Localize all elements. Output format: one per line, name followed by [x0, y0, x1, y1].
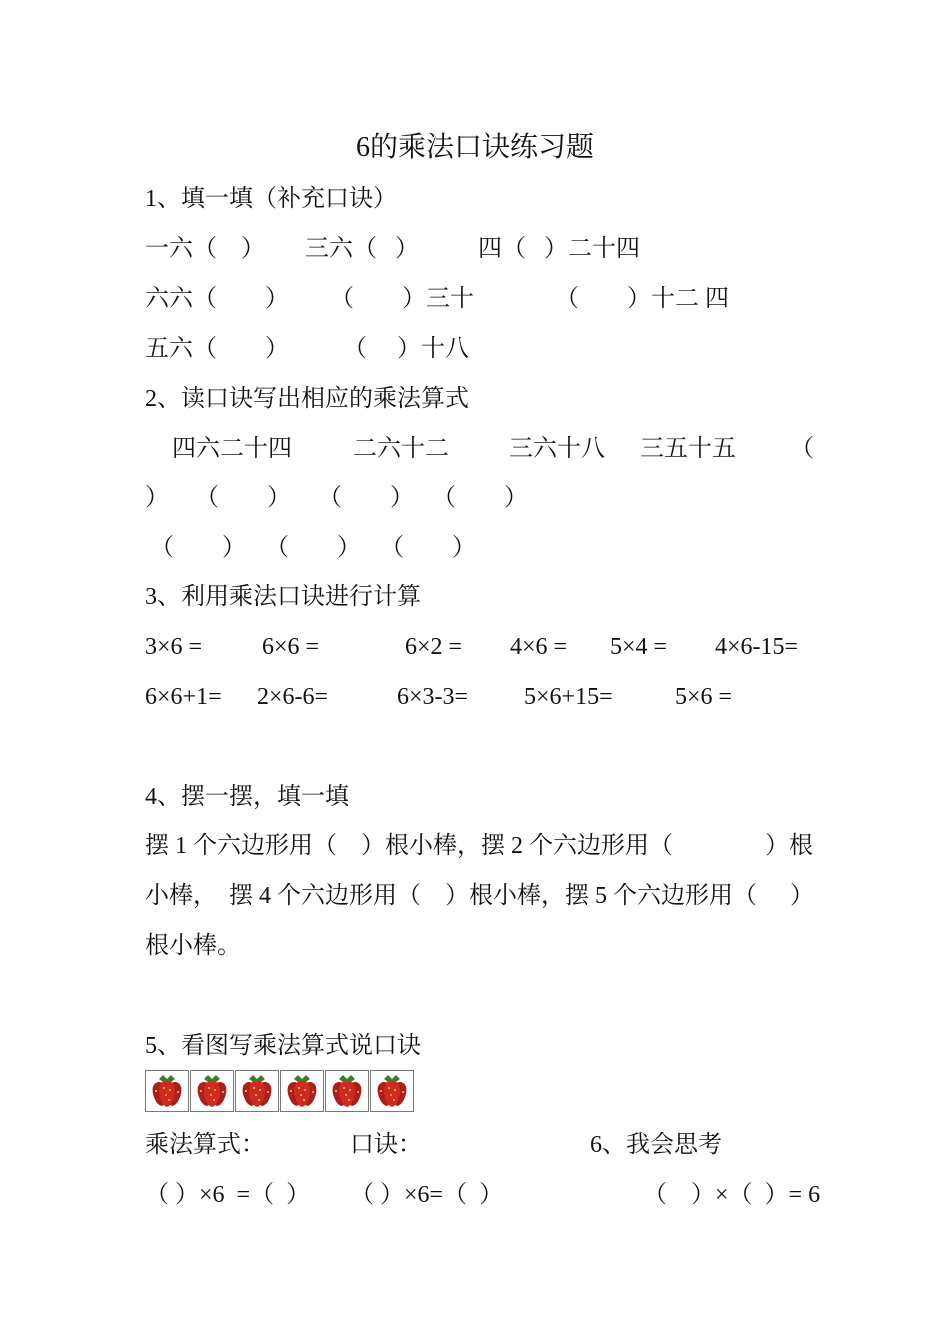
s3-r2-c3: 6×3-3=	[397, 684, 469, 710]
s1-r2-c2: （ ）三十	[330, 286, 474, 312]
s3-r1-c3: 6×2 =	[405, 634, 463, 660]
s2-tail-bracket: （	[790, 436, 814, 462]
s1-r1-c2: 三六（ ）	[305, 236, 419, 262]
s3-r1-c5: 5×4 =	[610, 634, 668, 660]
s4-line-2a: 小棒， 摆 4 个六边形用（ ）根小棒，摆 5 个六边形用（	[145, 883, 757, 909]
s2-r3-c3: （ ）	[380, 535, 476, 561]
section-3-heading: 3、利用乘法口诀进行计算	[145, 584, 421, 610]
s2-r3-c2: （ ）	[265, 535, 361, 561]
s1-r1-c1: 一六（ ）	[145, 236, 265, 262]
s2-item-2: 二六十二	[353, 436, 449, 462]
s5-blank-rhyme: （ ）×6=（ ）	[350, 1182, 504, 1208]
s3-r2-c5: 5×6 =	[675, 684, 733, 710]
s2-r2-c2: （ ）	[195, 485, 291, 511]
s5-blank-formula: （ ）×6 =（ ）	[145, 1182, 311, 1208]
strawberry-group-icon	[145, 1070, 189, 1112]
s1-r3-c2: （ ）十八	[343, 336, 469, 362]
s4-line-1b: ）根	[765, 833, 813, 859]
page-title: 6的乘法口诀练习题	[355, 132, 594, 163]
s3-r1-c6: 4×6-15=	[715, 634, 799, 660]
s1-r2-c1: 六六（ ）	[145, 286, 289, 312]
s1-r1-c3: 四（ ）二十四	[478, 236, 640, 262]
s3-r2-c4: 5×6+15=	[524, 684, 613, 710]
s2-item-3: 三六十八	[509, 436, 605, 462]
strawberry-group-icon	[280, 1070, 324, 1112]
s1-r2-c3: （ ）十二 四	[555, 286, 729, 312]
s3-r2-c2: 2×6-6=	[257, 684, 329, 710]
strawberry-picture-row	[145, 1070, 415, 1112]
s1-r3-c1: 五六（ ）	[145, 336, 289, 362]
strawberry-group-icon	[235, 1070, 279, 1112]
s5-label-formula: 乘法算式：	[145, 1132, 265, 1158]
section-1-heading: 1、填一填（补充口诀）	[145, 186, 397, 212]
s3-r1-c2: 6×6 =	[262, 634, 320, 660]
s5-label-rhyme: 口诀：	[350, 1132, 422, 1158]
s6-blank: （ ）×（ ）= 6	[643, 1182, 821, 1208]
s2-r2-c3: （ ）	[318, 485, 414, 511]
strawberry-group-icon	[190, 1070, 234, 1112]
s2-item-4: 三五十五	[640, 436, 736, 462]
section-4-heading: 4、摆一摆，填一填	[145, 784, 349, 810]
section-6-heading: 6、我会思考	[590, 1132, 722, 1158]
s4-line-2b: ）	[790, 883, 814, 909]
strawberry-group-icon	[370, 1070, 414, 1112]
strawberry-group-icon	[325, 1070, 369, 1112]
s3-r1-c1: 3×6 =	[145, 634, 203, 660]
s4-line-3: 根小棒。	[145, 933, 241, 959]
s3-r2-c1: 6×6+1=	[145, 684, 222, 710]
s2-r2-c1: ）	[145, 485, 169, 511]
s2-r2-c4: （ ）	[432, 485, 528, 511]
section-2-heading: 2、读口诀写出相应的乘法算式	[145, 386, 469, 412]
s2-item-1: 四六二十四	[172, 436, 292, 462]
s3-r1-c4: 4×6 =	[510, 634, 568, 660]
section-5-heading: 5、看图写乘法算式说口诀	[145, 1033, 421, 1059]
s4-line-1a: 摆 1 个六边形用（ ）根小棒，摆 2 个六边形用（	[145, 833, 673, 859]
s2-r3-c1: （ ）	[150, 535, 246, 561]
